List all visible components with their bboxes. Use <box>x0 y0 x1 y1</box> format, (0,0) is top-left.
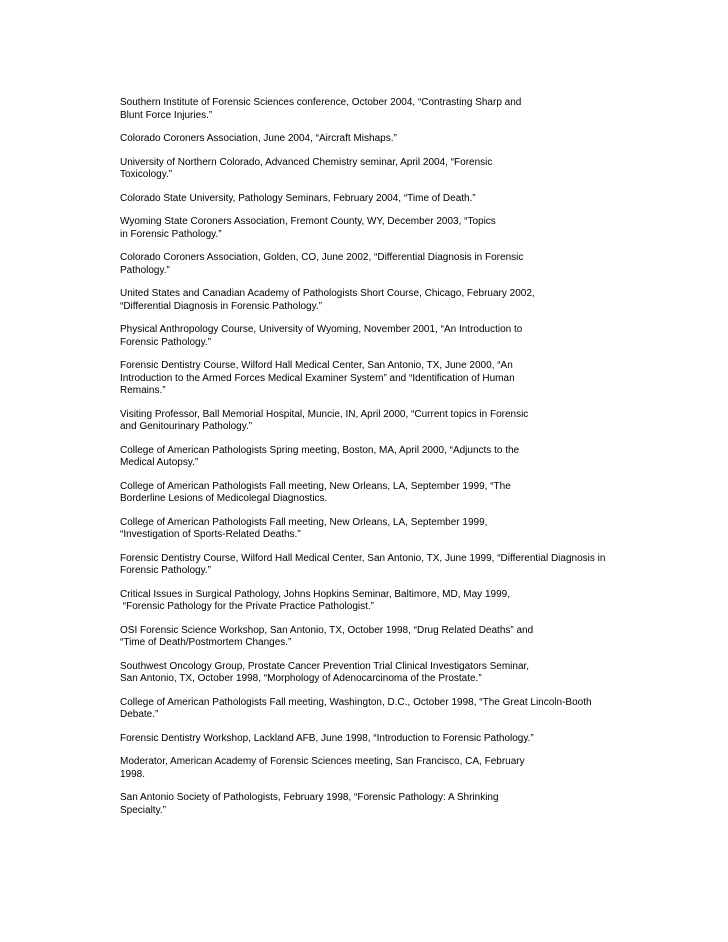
presentation-entry <box>120 517 680 542</box>
entry-line: Pathology.” <box>120 264 170 276</box>
entry-line: and Genitourinary Pathology.” <box>120 421 253 432</box>
entry-line: College of American Pathologists Fall meeting, New Orleans, LA, September 1999, <box>120 516 488 528</box>
entry-line: Introduction to the Armed Forces Medical Examiner System” and “Identification of Human <box>120 372 515 384</box>
entry-line: Debate.” <box>120 709 159 720</box>
entry-line: Toxicology.” <box>120 169 173 180</box>
entry-line: Moderator, American Academy of Forensic Sciences meeting, San Francisco, CA, February <box>120 756 525 767</box>
presentation-entry <box>120 661 680 686</box>
presentation-entry <box>120 324 680 349</box>
entry-line: Southwest Oncology Group, Prostate Cancer Prevention Trial Clinical Investigators Seminar, <box>120 660 530 672</box>
entry-line: Southern Institute of Forensic Sciences conference, October 2004, “Contrasting Sharp and <box>120 97 522 108</box>
entry-line: OSI Forensic Science Workshop, San Antonio, TX, October 1998, “Drug Related Deaths” and <box>120 624 534 636</box>
entry-line: Physical Anthropology Course, University of Wyoming, November 2001, “An Introduction to <box>120 324 523 335</box>
entry-line: Wyoming State Coroners Association, Fremont County, WY, December 2003, “Topics <box>120 216 496 227</box>
entry-line: College of American Pathologists Fall meeting, Washington, D.C., October 1998, “The Great Lincoln-Booth <box>120 696 592 708</box>
entry-line: Colorado Coroners Association, June 2004, “Aircraft Mishaps.” <box>120 133 397 144</box>
entry-line: Forensic Dentistry Course, Wilford Hall Medical Center, San Antonio, TX, June 1999, “Differential Diagnosis in <box>120 552 606 564</box>
entry-line: Forensic Pathology.” <box>120 565 211 576</box>
presentation-entry <box>120 481 680 506</box>
entry-line: San Antonio, TX, October 1998, “Morphology of Adenocarcinoma of the Prostate.” <box>120 673 482 684</box>
presentation-entry <box>120 792 680 817</box>
entry-line: Remains.” <box>120 385 166 396</box>
document-page <box>120 97 680 828</box>
presentation-entry <box>120 589 680 614</box>
entry-line: “Differential Diagnosis in Forensic Pathology.” <box>120 300 322 312</box>
entry-line: Borderline Lesions of Medicolegal Diagnostics. <box>120 493 328 504</box>
entry-line: San Antonio Society of Pathologists, February 1998, “Forensic Pathology: A Shrinking <box>120 792 499 803</box>
presentation-entry <box>120 252 680 277</box>
entry-line: College of American Pathologists Spring meeting, Boston, MA, April 2000, “Adjuncts to the <box>120 444 520 456</box>
entry-line: Blunt Force Injuries.” <box>120 109 213 121</box>
entry-line: Critical Issues in Surgical Pathology, Johns Hopkins Seminar, Baltimore, MD, May 1999, <box>120 588 510 600</box>
entry-line: College of American Pathologists Fall meeting, New Orleans, LA, September 1999, “The <box>120 480 511 492</box>
presentation-entry <box>120 216 680 241</box>
entry-line: University of Northern Colorado, Advanced Chemistry seminar, April 2004, “Forensic <box>120 156 493 168</box>
presentation-entry <box>120 445 680 470</box>
entry-line: “Investigation of Sports-Related Deaths.” <box>120 529 301 540</box>
presentation-entry <box>120 409 680 434</box>
presentation-entry <box>120 157 680 182</box>
presentation-entry <box>120 625 680 650</box>
entry-line: Forensic Pathology.” <box>120 336 211 348</box>
entry-line: United States and Canadian Academy of Pathologists Short Course, Chicago, February 2002, <box>120 288 535 299</box>
presentation-entry <box>120 288 680 313</box>
entry-line: Forensic Dentistry Course, Wilford Hall Medical Center, San Antonio, TX, June 2000, “An <box>120 360 513 371</box>
entry-line: 1998. <box>120 768 146 780</box>
entry-line: Visiting Professor, Ball Memorial Hospital, Muncie, IN, April 2000, “Current topics in Forensic <box>120 408 529 420</box>
entry-line: Colorado State University, Pathology Seminars, February 2004, “Time of Death.” <box>120 192 476 204</box>
presentation-entry <box>120 756 680 781</box>
entry-line: Forensic Dentistry Workshop, Lackland AFB, June 1998, “Introduction to Forensic Pathology.” <box>120 732 534 744</box>
presentation-entry <box>120 193 680 206</box>
entry-line: “Forensic Pathology for the Private Practice Pathologist.” <box>120 601 375 612</box>
entry-line: Colorado Coroners Association, Golden, CO, June 2002, “Differential Diagnosis in Forensic <box>120 252 524 263</box>
presentation-entry <box>120 697 680 722</box>
presentation-entry <box>120 733 680 746</box>
presentation-entry <box>120 97 680 122</box>
presentation-entry <box>120 133 680 146</box>
entry-line: “Time of Death/Postmortem Changes.” <box>120 637 292 648</box>
presentation-entry <box>120 553 680 578</box>
entry-line: in Forensic Pathology.” <box>120 228 222 240</box>
presentation-entry <box>120 360 680 398</box>
entry-line: Medical Autopsy.” <box>120 457 199 468</box>
entry-line: Specialty.” <box>120 804 166 816</box>
